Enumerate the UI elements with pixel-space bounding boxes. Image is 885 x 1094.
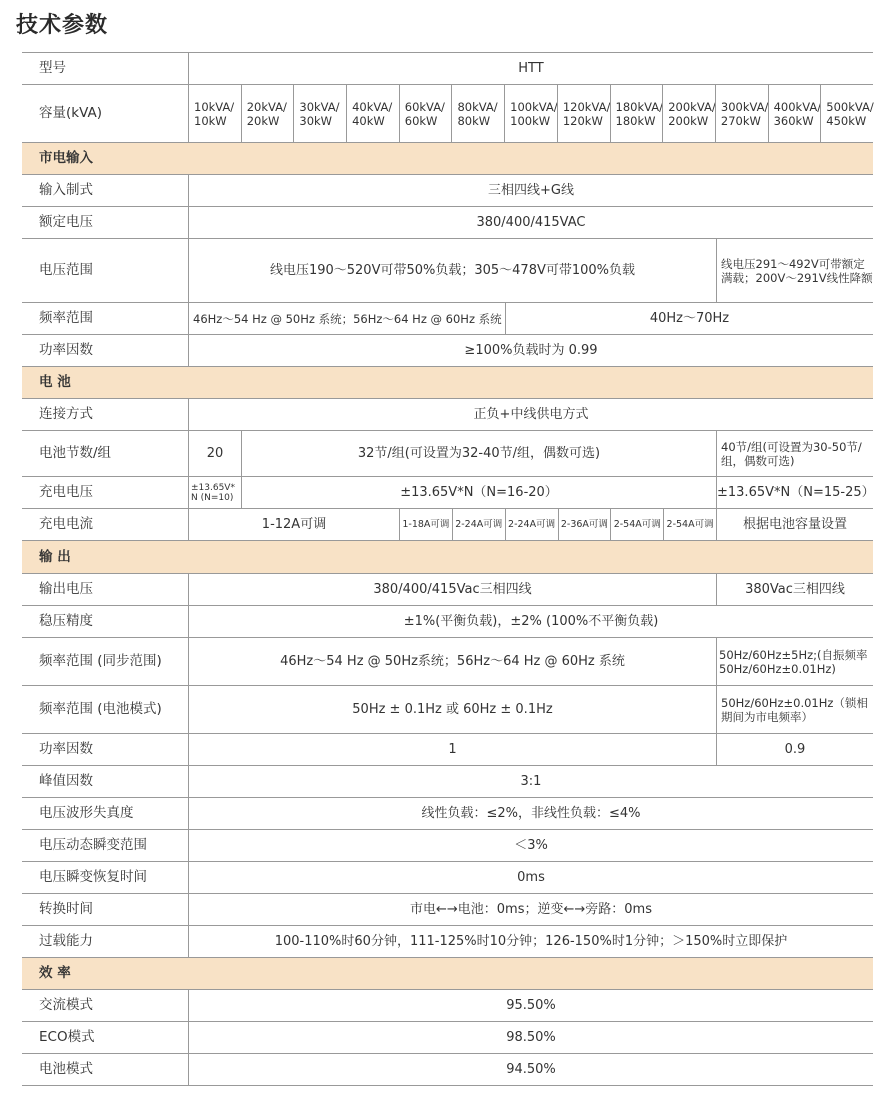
capacity-cell — [610, 85, 663, 142]
row-value-large: 50Hz/60Hz±5Hz;(自振频率50Hz/60Hz±0.01Hz) — [716, 638, 873, 685]
row-eff-battery — [22, 1054, 873, 1086]
capacity-kva: 80kVA/ — [457, 99, 498, 114]
row-label: 稳压精度 — [39, 613, 93, 629]
capacity-cell — [557, 85, 610, 142]
capacity-kw: 180kW — [615, 113, 656, 128]
capacity-cell — [768, 85, 821, 142]
section-title: 电 池 — [39, 374, 71, 390]
row-value: 100-110%时60分钟，111-125%时10分钟；126-150%时1分钟；＞150%时立即保护 — [188, 926, 873, 957]
row-power-factor-out — [22, 734, 873, 766]
row-label: 输出电压 — [39, 581, 93, 597]
row-battery-cells — [22, 431, 873, 477]
row-value-large: 0.9 — [716, 734, 873, 765]
section-mains-input — [22, 143, 873, 175]
charge-current-cell: 1-18A可调 — [399, 509, 452, 540]
capacity-kw: 120kW — [562, 113, 603, 128]
row-value: 380/400/415VAC — [188, 207, 873, 238]
row-label: 交流模式 — [39, 997, 93, 1013]
charge-current-cell: 2-36A可调 — [558, 509, 611, 540]
section-title: 输 出 — [39, 548, 71, 565]
row-value-main: 1 — [188, 734, 716, 765]
charge-current-cell: 2-54A可调 — [610, 509, 663, 540]
row-eff-ac — [22, 990, 873, 1022]
charge-current-cell: 2-24A可调 — [452, 509, 505, 540]
row-rated-voltage — [22, 207, 873, 239]
capacity-cell — [399, 85, 452, 142]
capacity-cell — [820, 85, 873, 142]
row-value-large: ±13.65V*N（N=15-25） — [716, 477, 873, 508]
row-charge-current — [22, 509, 873, 541]
row-overload — [22, 926, 873, 958]
row-label: 连接方式 — [39, 406, 93, 422]
capacity-kva: 100kVA/ — [510, 99, 558, 114]
capacity-kw: 20kW — [246, 113, 280, 128]
row-dynamic-range — [22, 830, 873, 862]
capacity-cell — [293, 85, 346, 142]
row-regulation — [22, 606, 873, 638]
row-crest-factor — [22, 766, 873, 798]
row-label: 电池模式 — [39, 1061, 93, 1077]
row-value: 线性负载：≤2%，非线性负载：≤4% — [188, 798, 873, 829]
capacity-kw: 100kW — [510, 113, 551, 128]
row-value-large: 根据电池容量设置 — [716, 509, 873, 540]
charge-current-cell: 2-24A可调 — [505, 509, 558, 540]
row-label: 峰值因数 — [39, 773, 93, 789]
charge-voltage-small-line1: ±13.65V* — [191, 482, 235, 493]
row-label: 充电电压 — [39, 484, 93, 500]
section-title: 效 率 — [39, 965, 71, 981]
row-value-main: 50Hz ± 0.1Hz 或 60Hz ± 0.1Hz — [188, 686, 716, 733]
row-value-small: 20 — [188, 431, 241, 476]
row-value: 市电←→电池：0ms；逆变←→旁路：0ms — [188, 894, 873, 925]
capacity-kw: 40kW — [352, 113, 385, 128]
capacity-kw: 30kW — [299, 113, 333, 128]
row-frequency-range — [22, 303, 873, 335]
capacity-cell — [662, 85, 715, 142]
row-label: 充电电流 — [39, 516, 93, 532]
row-value: 95.50% — [188, 990, 873, 1021]
row-value: ±1%(平衡负载)，±2% (100%不平衡负载) — [188, 606, 873, 637]
row-freq-sync — [22, 638, 873, 686]
capacity-kva: 30kVA/ — [299, 99, 340, 114]
row-value-large: 40节/组(可设置为30-50节/组，偶数可选) — [716, 431, 873, 476]
row-value: 98.50% — [188, 1022, 873, 1053]
row-recovery-time — [22, 862, 873, 894]
charge-voltage-small-line2: N (N=10) — [191, 492, 234, 503]
row-value: ≥100%负载时为 0.99 — [188, 335, 873, 366]
row-label: 型号 — [39, 60, 66, 76]
capacity-kw: 60kW — [404, 113, 438, 128]
row-freq-battery — [22, 686, 873, 734]
capacity-kva: 200kVA/ — [668, 99, 716, 114]
row-value: 三相四线+G线 — [188, 175, 873, 206]
capacity-kva: 400kVA/ — [773, 99, 822, 114]
row-input-system — [22, 175, 873, 207]
capacity-kw: 10kW — [194, 113, 227, 128]
capacity-cell — [346, 85, 399, 142]
row-capacity — [22, 85, 873, 143]
section-title: 市电输入 — [39, 150, 93, 166]
row-label: 输入制式 — [39, 182, 93, 198]
row-label: 转换时间 — [39, 901, 93, 917]
capacity-kva: 500kVA/ — [826, 99, 874, 114]
row-label: 频率范围 (同步范围) — [39, 653, 162, 669]
capacity-kw: 360kW — [773, 113, 814, 128]
row-label: 功率因数 — [39, 342, 93, 358]
row-label: 电压范围 — [39, 262, 93, 278]
row-value-large: 40Hz～70Hz — [505, 303, 873, 334]
row-voltage-range — [22, 239, 873, 303]
row-value-small — [188, 477, 241, 508]
row-label: 电池节数/组 — [39, 445, 112, 461]
row-value: 94.50% — [188, 1054, 873, 1085]
section-efficiency — [22, 958, 873, 990]
capacity-cell — [504, 85, 557, 142]
capacity-kw: 450kW — [826, 113, 867, 128]
capacity-kva: 300kVA/ — [720, 99, 769, 114]
row-label: 电压动态瞬变范围 — [39, 837, 147, 853]
row-value-main: 380/400/415Vac三相四线 — [188, 574, 716, 605]
section-output — [22, 541, 873, 574]
charge-current-cell: 2-54A可调 — [663, 509, 716, 540]
row-value-mid: ±13.65V*N（N=16-20） — [241, 477, 716, 508]
row-eff-eco — [22, 1022, 873, 1054]
capacity-kw: 270kW — [720, 113, 761, 128]
row-label: 额定电压 — [39, 214, 93, 230]
row-thd — [22, 798, 873, 830]
row-label: 功率因数 — [39, 741, 93, 757]
row-value: 3:1 — [188, 766, 873, 797]
row-value: 0ms — [188, 862, 873, 893]
capacity-kva: 10kVA/ — [194, 99, 235, 114]
row-power-factor-in — [22, 335, 873, 367]
row-value-large: 线电压291～492V可带额定满载；200V～291V线性降额 — [716, 239, 873, 302]
row-label: 电压瞬变恢复时间 — [39, 869, 147, 885]
capacity-kva: 40kVA/ — [352, 99, 393, 114]
capacity-kva: 120kVA/ — [562, 99, 611, 114]
row-label: 容量(kVA) — [39, 105, 102, 121]
row-value-large: 50Hz/60Hz±0.01Hz（锁相期间为市电频率） — [716, 686, 873, 733]
row-connection — [22, 399, 873, 431]
capacity-cell — [241, 85, 294, 142]
row-label: 过载能力 — [39, 933, 93, 949]
capacity-cell — [188, 85, 241, 142]
row-value-mid: 32节/组(可设置为32-40节/组，偶数可选) — [241, 431, 716, 476]
capacity-cell — [451, 85, 504, 142]
row-label: ECO模式 — [39, 1029, 95, 1045]
row-value-main: 线电压190～520V可带50%负载；305～478V可带100%负载 — [188, 239, 716, 302]
row-value: 正负+中线供电方式 — [188, 399, 873, 430]
capacity-kw: 200kW — [668, 113, 709, 128]
row-label: 频率范围 (电池模式) — [39, 701, 162, 717]
section-battery — [22, 367, 873, 399]
row-label: 频率范围 — [39, 310, 93, 326]
capacity-cell — [715, 85, 768, 142]
row-value: HTT — [188, 53, 873, 84]
row-value-small: 1-12A可调 — [188, 509, 399, 540]
capacity-kva: 20kVA/ — [246, 99, 287, 114]
capacity-kva: 180kVA/ — [615, 99, 664, 114]
page-title: 技术参数 — [16, 13, 109, 38]
row-value-small: 46Hz～54 Hz @ 50Hz 系统；56Hz～64 Hz @ 60Hz 系统 — [188, 303, 505, 334]
row-value: ＜3% — [188, 830, 873, 861]
capacity-kva: 60kVA/ — [404, 99, 445, 114]
row-model — [22, 52, 873, 85]
row-transfer-time — [22, 894, 873, 926]
row-value-main: 46Hz～54 Hz @ 50Hz系统；56Hz～64 Hz @ 60Hz 系统 — [188, 638, 716, 685]
row-charge-voltage — [22, 477, 873, 509]
row-label: 电压波形失真度 — [39, 805, 134, 821]
capacity-kw: 80kW — [457, 113, 491, 128]
row-value-large: 380Vac三相四线 — [716, 574, 873, 605]
row-output-voltage — [22, 574, 873, 606]
